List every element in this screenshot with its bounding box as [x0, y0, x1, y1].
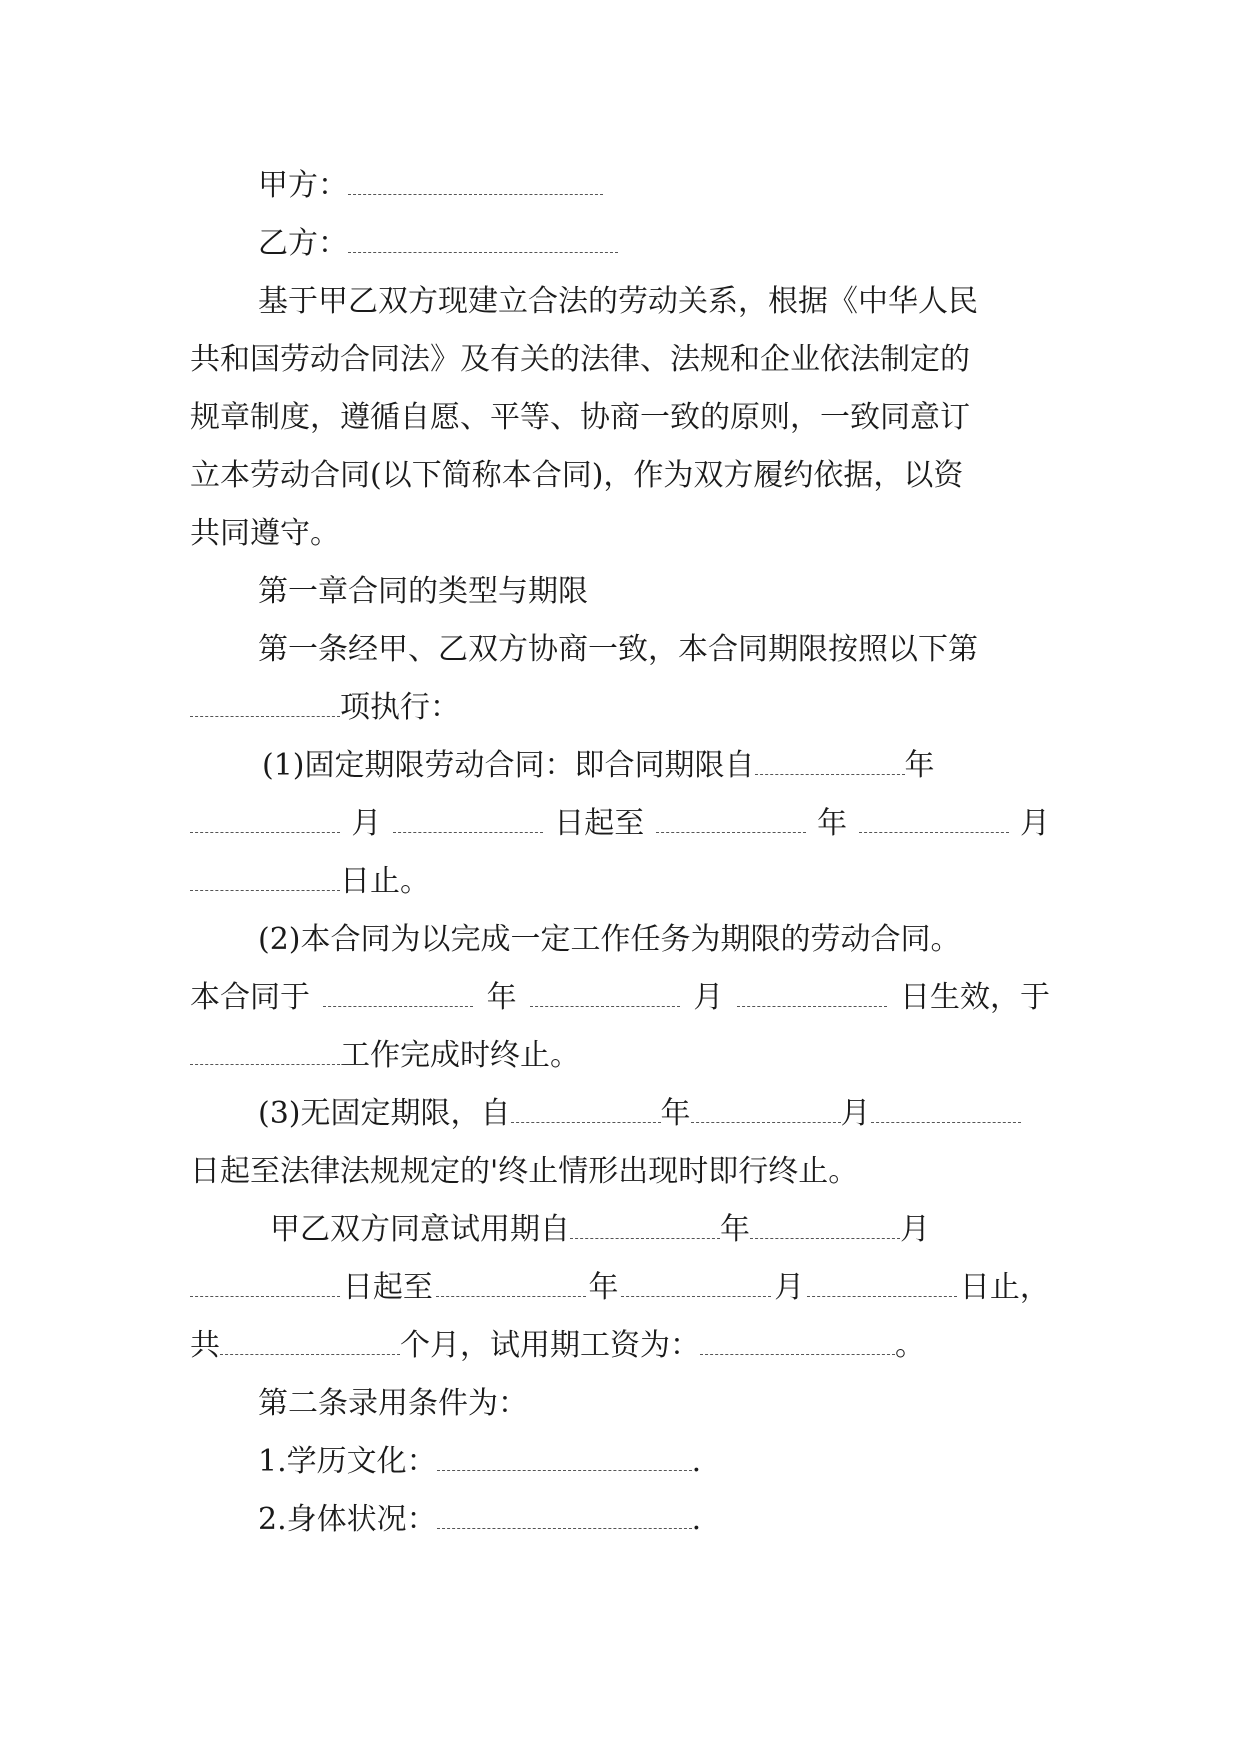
line-text: (3)无固定期限，自	[258, 1096, 511, 1131]
line-text: 年	[720, 1212, 750, 1247]
line-text: 年	[904, 748, 935, 783]
line-09	[258, 628, 978, 672]
line-text: 年	[588, 1270, 619, 1305]
line-22	[258, 1382, 528, 1426]
line-text: 日止。	[340, 864, 430, 899]
line-text: 年	[817, 806, 848, 841]
line-14	[258, 918, 961, 962]
line-text: 月	[774, 1270, 805, 1305]
fill-in-blank[interactable]	[220, 1324, 400, 1355]
fill-in-blank[interactable]	[511, 1092, 661, 1123]
line-text: 日止，	[959, 1270, 1050, 1305]
line-07	[190, 512, 340, 556]
fill-in-blank[interactable]	[437, 1498, 692, 1529]
line-04	[190, 338, 970, 382]
line-text: (2)本合同为以完成一定工作任务为期限的劳动合同。	[258, 922, 961, 957]
fill-in-blank[interactable]	[190, 860, 340, 891]
line-text: 第一章合同的类型与期限	[258, 574, 588, 609]
line-23	[258, 1440, 701, 1484]
line-15	[190, 976, 1050, 1020]
line-text: 立本劳动合同(以下简称本合同)，作为双方履约依据，以资	[190, 458, 964, 493]
line-text: 共	[190, 1328, 220, 1363]
line-12	[190, 802, 1050, 846]
fill-in-blank[interactable]	[437, 1440, 692, 1471]
fill-in-blank[interactable]	[190, 1266, 340, 1297]
fill-in-blank[interactable]	[530, 976, 680, 1007]
line-05	[190, 396, 970, 440]
line-text: 年	[660, 1096, 691, 1131]
fill-in-blank[interactable]	[737, 976, 887, 1007]
fill-in-blank[interactable]	[436, 1266, 586, 1297]
fill-in-blank[interactable]	[691, 1092, 841, 1123]
line-20	[190, 1266, 1050, 1310]
line-text: 工作完成时终止。	[340, 1038, 580, 1073]
line-text: 个月，试用期工资为：	[400, 1328, 700, 1363]
line-02	[258, 222, 618, 266]
line-text: 日起至法律法规规定的'终止情形出现时即行终止。	[190, 1154, 859, 1189]
line-text: 月	[351, 806, 382, 841]
line-text: 第一条经甲、乙双方协商一致，本合同期限按照以下第	[258, 632, 978, 667]
line-16	[190, 1034, 580, 1078]
line-text: 基于甲乙双方现建立合法的劳动关系，根据《中华人民	[258, 284, 978, 319]
line-text: 年	[486, 980, 517, 1015]
fill-in-blank[interactable]	[621, 1266, 771, 1297]
line-text: 第二条录用条件为：	[258, 1386, 528, 1421]
line-24	[258, 1498, 701, 1542]
line-text: 甲乙双方同意试用期自	[270, 1212, 570, 1247]
fill-in-blank[interactable]	[348, 222, 618, 253]
line-text: 日起至	[342, 1270, 433, 1305]
line-17	[258, 1092, 1021, 1136]
fill-in-blank[interactable]	[570, 1208, 720, 1239]
line-text: 本合同于	[190, 980, 310, 1015]
line-text: 共同遵守。	[190, 516, 340, 551]
line-text: 月	[840, 1096, 871, 1131]
line-text: .	[691, 1502, 702, 1537]
fill-in-blank[interactable]	[750, 1208, 900, 1239]
fill-in-blank[interactable]	[190, 1034, 340, 1065]
fill-in-blank[interactable]	[700, 1324, 895, 1355]
line-text: .	[691, 1444, 702, 1479]
line-text: 月	[900, 1212, 930, 1247]
line-text: 1.学历文化：	[258, 1444, 437, 1479]
line-13	[190, 860, 430, 904]
fill-in-blank[interactable]	[323, 976, 473, 1007]
line-01	[258, 164, 603, 208]
line-18	[190, 1150, 858, 1194]
fill-in-blank[interactable]	[859, 802, 1009, 833]
fill-in-blank[interactable]	[755, 744, 905, 775]
line-text: 规章制度，遵循自愿、平等、协商一致的原则，一致同意订	[190, 400, 970, 435]
fill-in-blank[interactable]	[656, 802, 806, 833]
line-text: 月	[693, 980, 724, 1015]
line-text: 共和国劳动合同法》及有关的法律、法规和企业依法制定的	[190, 342, 970, 377]
line-19	[270, 1208, 930, 1252]
line-08	[258, 570, 588, 614]
fill-in-blank[interactable]	[190, 802, 340, 833]
line-06	[190, 454, 963, 498]
line-11	[262, 744, 935, 788]
line-text: 月	[1019, 806, 1050, 841]
line-text: (1)固定期限劳动合同：即合同期限自	[262, 748, 755, 783]
fill-in-blank[interactable]	[871, 1092, 1021, 1123]
line-text: 日生效，于	[899, 980, 1050, 1015]
fill-in-blank[interactable]	[393, 802, 543, 833]
fill-in-blank[interactable]	[348, 164, 603, 195]
line-10	[190, 686, 460, 730]
line-text: 甲方：	[258, 168, 348, 203]
line-text: 日起至	[554, 806, 645, 841]
line-text: 2.身体状况：	[258, 1502, 437, 1537]
fill-in-blank[interactable]	[190, 686, 340, 717]
line-21	[190, 1324, 925, 1368]
line-text: 项执行：	[340, 690, 460, 725]
line-03	[258, 280, 978, 324]
fill-in-blank[interactable]	[807, 1266, 957, 1297]
line-text: 。	[895, 1328, 925, 1363]
line-text: 乙方：	[258, 226, 348, 261]
